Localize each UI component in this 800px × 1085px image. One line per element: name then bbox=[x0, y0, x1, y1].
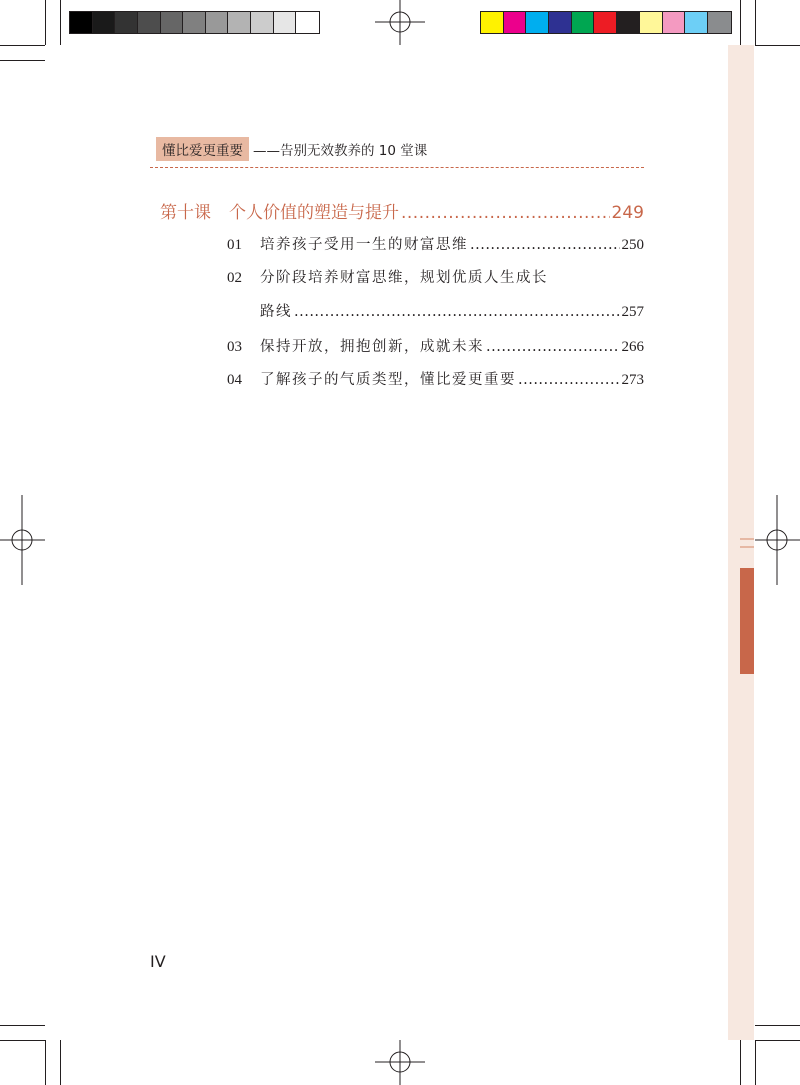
gray-swatch bbox=[138, 12, 161, 33]
series-title: 懂比爱更重要 bbox=[156, 137, 249, 161]
color-swatch bbox=[594, 12, 617, 33]
gray-swatch bbox=[296, 12, 319, 33]
gray-swatch bbox=[251, 12, 274, 33]
gray-swatch bbox=[274, 12, 297, 33]
toc-section-entry[interactable] bbox=[227, 368, 644, 389]
chapter-page: 249 bbox=[611, 203, 644, 223]
leader-dots bbox=[470, 237, 620, 253]
color-swatch bbox=[481, 12, 504, 33]
section-title: 保持开放，拥抱创新，成就未来 bbox=[260, 339, 484, 355]
color-swatch bbox=[685, 12, 708, 33]
toc-section-entry[interactable] bbox=[227, 233, 644, 254]
registration-mark-right bbox=[755, 495, 800, 585]
chapter-title: 个人价值的塑造与提升 bbox=[229, 203, 399, 223]
section-page: 257 bbox=[621, 304, 644, 320]
color-swatch bbox=[663, 12, 686, 33]
chapter-label: 第十课 bbox=[160, 203, 211, 223]
edge-tick bbox=[740, 538, 754, 540]
toc-section-entry[interactable] bbox=[227, 335, 644, 356]
gray-swatch bbox=[161, 12, 184, 33]
section-title: 了解孩子的气质类型，懂比爱更重要 bbox=[260, 372, 516, 388]
toc-section-entry-continued[interactable] bbox=[227, 300, 644, 321]
toc-section-entry[interactable] bbox=[227, 266, 644, 287]
section-title: 培养孩子受用一生的财富思维 bbox=[260, 237, 468, 253]
running-header bbox=[156, 138, 427, 160]
section-page: 273 bbox=[621, 372, 644, 388]
edge-tick bbox=[740, 546, 754, 548]
gray-swatch bbox=[228, 12, 251, 33]
registration-mark-top bbox=[375, 0, 425, 45]
color-swatch bbox=[526, 12, 549, 33]
color-swatch bbox=[640, 12, 663, 33]
registration-mark-bottom bbox=[375, 1040, 425, 1085]
page-number: IV bbox=[150, 952, 166, 971]
section-number: 03 bbox=[227, 339, 242, 355]
color-swatch bbox=[617, 12, 640, 33]
gray-swatch bbox=[206, 12, 229, 33]
section-number: 02 bbox=[227, 270, 242, 286]
section-number: 01 bbox=[227, 237, 242, 253]
section-title-continuation: 路线 bbox=[260, 304, 292, 320]
gray-swatch bbox=[70, 12, 93, 33]
section-page: 266 bbox=[621, 339, 644, 355]
edge-strip bbox=[728, 45, 754, 1040]
color-calibration-bar bbox=[480, 11, 732, 34]
leader-dots bbox=[486, 339, 620, 355]
leader-dots bbox=[294, 304, 620, 320]
gray-swatch bbox=[183, 12, 206, 33]
header-divider bbox=[150, 167, 644, 168]
gray-swatch bbox=[93, 12, 116, 33]
color-swatch bbox=[549, 12, 572, 33]
toc-chapter-entry[interactable] bbox=[160, 198, 644, 223]
section-number: 04 bbox=[227, 372, 242, 388]
section-page: 250 bbox=[621, 237, 644, 253]
leader-dots bbox=[518, 372, 620, 388]
chapter-thumb-tab bbox=[740, 568, 754, 674]
registration-mark-left bbox=[0, 495, 45, 585]
gray-swatch bbox=[115, 12, 138, 33]
grayscale-calibration-bar bbox=[69, 11, 320, 34]
book-subtitle: ——告别无效教养的 10 堂课 bbox=[253, 143, 428, 159]
leader-dots bbox=[401, 203, 610, 223]
color-swatch bbox=[504, 12, 527, 33]
color-swatch bbox=[572, 12, 595, 33]
section-title: 分阶段培养财富思维，规划优质人生成长 bbox=[260, 270, 548, 286]
color-swatch bbox=[708, 12, 731, 33]
